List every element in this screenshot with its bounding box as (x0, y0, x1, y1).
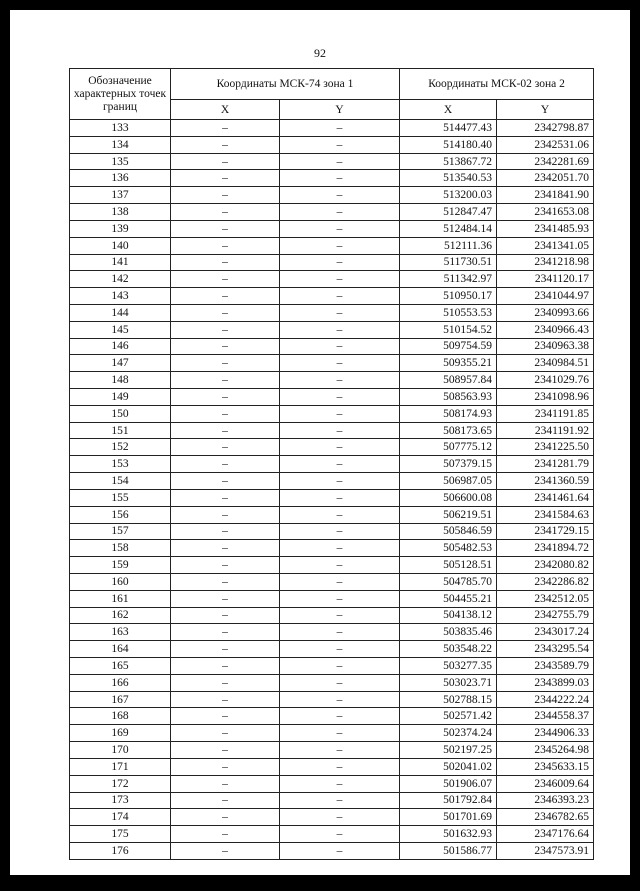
msk74-x-cell: – (171, 758, 280, 775)
msk02-y-cell: 2342286.82 (497, 573, 594, 590)
msk74-x-cell: – (171, 624, 280, 641)
point-number-cell: 168 (70, 708, 171, 725)
table-row (70, 809, 594, 826)
msk02-y-cell: 2341461.64 (497, 489, 594, 506)
table-row (70, 842, 594, 859)
msk74-y-cell: – (280, 674, 400, 691)
msk02-x-cell: 512484.14 (400, 220, 497, 237)
msk74-x-cell: – (171, 405, 280, 422)
table-row (70, 708, 594, 725)
table-row (70, 254, 594, 271)
msk02-x-cell: 510154.52 (400, 321, 497, 338)
msk02-x-cell: 504138.12 (400, 607, 497, 624)
msk74-x-cell: – (171, 557, 280, 574)
point-number-cell: 173 (70, 792, 171, 809)
msk74-y-cell: – (280, 826, 400, 843)
msk02-x-cell: 502571.42 (400, 708, 497, 725)
msk74-x-cell: – (171, 422, 280, 439)
table-row (70, 557, 594, 574)
header-msk74-y: Y (280, 100, 400, 120)
table-row (70, 725, 594, 742)
msk02-x-cell: 511730.51 (400, 254, 497, 271)
table-row (70, 422, 594, 439)
msk74-y-cell: – (280, 237, 400, 254)
msk74-x-cell: – (171, 809, 280, 826)
table-row (70, 321, 594, 338)
msk02-x-cell: 512111.36 (400, 237, 497, 254)
msk02-x-cell: 503835.46 (400, 624, 497, 641)
msk74-y-cell: – (280, 573, 400, 590)
point-number-cell: 138 (70, 204, 171, 221)
table-row (70, 338, 594, 355)
msk74-y-cell: – (280, 742, 400, 759)
table-row (70, 456, 594, 473)
page-number: 92 (314, 46, 326, 60)
msk74-x-cell: – (171, 456, 280, 473)
msk02-x-cell: 509355.21 (400, 355, 497, 372)
msk02-x-cell: 503023.71 (400, 674, 497, 691)
msk74-y-cell: – (280, 809, 400, 826)
msk02-x-cell: 510950.17 (400, 288, 497, 305)
table-row (70, 170, 594, 187)
point-number-cell: 147 (70, 355, 171, 372)
msk02-x-cell: 508173.65 (400, 422, 497, 439)
point-number-cell: 137 (70, 187, 171, 204)
msk02-x-cell: 505128.51 (400, 557, 497, 574)
point-number-cell: 175 (70, 826, 171, 843)
header-msk02-x: X (400, 100, 497, 120)
table-row (70, 237, 594, 254)
point-number-cell: 169 (70, 725, 171, 742)
msk02-y-cell: 2342531.06 (497, 136, 594, 153)
msk02-x-cell: 501701.69 (400, 809, 497, 826)
msk02-y-cell: 2341360.59 (497, 473, 594, 490)
msk74-x-cell: – (171, 355, 280, 372)
table-row (70, 288, 594, 305)
msk74-x-cell: – (171, 372, 280, 389)
msk02-y-cell: 2341485.93 (497, 220, 594, 237)
msk02-x-cell: 505482.53 (400, 540, 497, 557)
msk02-x-cell: 513540.53 (400, 170, 497, 187)
msk74-y-cell: – (280, 321, 400, 338)
msk02-y-cell: 2341281.79 (497, 456, 594, 473)
msk74-x-cell: – (171, 321, 280, 338)
point-number-cell: 174 (70, 809, 171, 826)
document-page (10, 10, 630, 875)
msk74-y-cell: – (280, 439, 400, 456)
table-body (70, 120, 594, 860)
msk74-y-cell: – (280, 842, 400, 859)
point-number-cell: 133 (70, 120, 171, 137)
msk74-y-cell: – (280, 557, 400, 574)
msk02-x-cell: 504785.70 (400, 573, 497, 590)
header-msk74-x: X (171, 100, 280, 120)
msk02-y-cell: 2343899.03 (497, 674, 594, 691)
msk02-y-cell: 2344222.24 (497, 691, 594, 708)
msk74-x-cell: – (171, 153, 280, 170)
point-number-cell: 170 (70, 742, 171, 759)
point-number-cell: 171 (70, 758, 171, 775)
msk02-y-cell: 2345633.15 (497, 758, 594, 775)
msk74-x-cell: – (171, 826, 280, 843)
table-row (70, 758, 594, 775)
msk02-x-cell: 506600.08 (400, 489, 497, 506)
msk74-x-cell: – (171, 389, 280, 406)
point-number-cell: 145 (70, 321, 171, 338)
msk74-y-cell: – (280, 372, 400, 389)
table-row (70, 691, 594, 708)
point-number-cell: 150 (70, 405, 171, 422)
msk02-y-cell: 2347176.64 (497, 826, 594, 843)
table-row (70, 506, 594, 523)
table-row (70, 775, 594, 792)
msk74-x-cell: – (171, 792, 280, 809)
msk74-y-cell: – (280, 405, 400, 422)
point-number-cell: 136 (70, 170, 171, 187)
msk74-x-cell: – (171, 204, 280, 221)
msk74-x-cell: – (171, 439, 280, 456)
point-number-cell: 159 (70, 557, 171, 574)
table-row (70, 372, 594, 389)
msk02-x-cell: 505846.59 (400, 523, 497, 540)
point-number-cell: 164 (70, 641, 171, 658)
msk74-y-cell: – (280, 422, 400, 439)
msk02-x-cell: 508563.93 (400, 389, 497, 406)
point-number-cell: 166 (70, 674, 171, 691)
msk74-x-cell: – (171, 120, 280, 137)
table-row (70, 658, 594, 675)
table-row (70, 405, 594, 422)
point-number-cell: 154 (70, 473, 171, 490)
table-row (70, 489, 594, 506)
msk74-x-cell: – (171, 523, 280, 540)
msk74-x-cell: – (171, 658, 280, 675)
table-row (70, 439, 594, 456)
msk02-y-cell: 2343295.54 (497, 641, 594, 658)
table-row (70, 624, 594, 641)
msk74-x-cell: – (171, 708, 280, 725)
point-number-cell: 141 (70, 254, 171, 271)
msk74-y-cell: – (280, 456, 400, 473)
msk02-y-cell: 2340963.38 (497, 338, 594, 355)
msk02-y-cell: 2341191.92 (497, 422, 594, 439)
msk02-y-cell: 2342051.70 (497, 170, 594, 187)
msk02-y-cell: 2340984.51 (497, 355, 594, 372)
point-number-cell: 149 (70, 389, 171, 406)
table-row (70, 573, 594, 590)
msk74-y-cell: – (280, 708, 400, 725)
msk74-y-cell: – (280, 136, 400, 153)
point-number-cell: 148 (70, 372, 171, 389)
msk74-y-cell: – (280, 658, 400, 675)
msk02-y-cell: 2341029.76 (497, 372, 594, 389)
msk74-x-cell: – (171, 237, 280, 254)
point-number-cell: 160 (70, 573, 171, 590)
msk02-x-cell: 503548.22 (400, 641, 497, 658)
header-msk74-zone1: Координаты МСК-74 зона 1 (171, 69, 400, 100)
msk02-y-cell: 2341584.63 (497, 506, 594, 523)
msk74-y-cell: – (280, 304, 400, 321)
point-number-cell: 153 (70, 456, 171, 473)
msk02-y-cell: 2343589.79 (497, 658, 594, 675)
msk74-x-cell: – (171, 473, 280, 490)
msk74-x-cell: – (171, 489, 280, 506)
msk02-x-cell: 514180.40 (400, 136, 497, 153)
msk74-y-cell: – (280, 389, 400, 406)
msk74-y-cell: – (280, 590, 400, 607)
msk02-x-cell: 502374.24 (400, 725, 497, 742)
point-number-cell: 162 (70, 607, 171, 624)
point-number-cell: 152 (70, 439, 171, 456)
point-number-cell: 151 (70, 422, 171, 439)
msk02-y-cell: 2342798.87 (497, 120, 594, 137)
msk74-y-cell: – (280, 775, 400, 792)
msk02-x-cell: 507775.12 (400, 439, 497, 456)
msk74-x-cell: – (171, 691, 280, 708)
msk02-x-cell: 508174.93 (400, 405, 497, 422)
msk74-y-cell: – (280, 725, 400, 742)
msk02-x-cell: 502197.25 (400, 742, 497, 759)
msk02-y-cell: 2343017.24 (497, 624, 594, 641)
table-row (70, 355, 594, 372)
point-number-cell: 146 (70, 338, 171, 355)
table-row (70, 187, 594, 204)
header-point-designation: Обозначение характерных точек границ (70, 69, 171, 120)
point-number-cell: 155 (70, 489, 171, 506)
point-number-cell: 167 (70, 691, 171, 708)
table-row (70, 590, 594, 607)
msk74-x-cell: – (171, 607, 280, 624)
coordinates-table (69, 68, 594, 860)
msk74-x-cell: – (171, 170, 280, 187)
msk74-y-cell: – (280, 758, 400, 775)
msk02-y-cell: 2346009.64 (497, 775, 594, 792)
msk02-x-cell: 502041.02 (400, 758, 497, 775)
msk74-y-cell: – (280, 641, 400, 658)
msk74-x-cell: – (171, 187, 280, 204)
table-row (70, 607, 594, 624)
point-number-cell: 135 (70, 153, 171, 170)
msk74-x-cell: – (171, 288, 280, 305)
msk02-x-cell: 509754.59 (400, 338, 497, 355)
msk02-y-cell: 2344906.33 (497, 725, 594, 742)
msk02-x-cell: 511342.97 (400, 271, 497, 288)
msk74-y-cell: – (280, 338, 400, 355)
table-row (70, 523, 594, 540)
msk02-y-cell: 2347573.91 (497, 842, 594, 859)
table-row (70, 641, 594, 658)
msk74-y-cell: – (280, 220, 400, 237)
msk74-y-cell: – (280, 187, 400, 204)
table-row (70, 220, 594, 237)
msk74-y-cell: – (280, 473, 400, 490)
msk74-y-cell: – (280, 153, 400, 170)
msk74-x-cell: – (171, 271, 280, 288)
table-row (70, 153, 594, 170)
msk74-x-cell: – (171, 506, 280, 523)
point-number-cell: 134 (70, 136, 171, 153)
point-number-cell: 142 (70, 271, 171, 288)
msk02-y-cell: 2342281.69 (497, 153, 594, 170)
msk74-x-cell: – (171, 842, 280, 859)
msk02-y-cell: 2341341.05 (497, 237, 594, 254)
msk02-y-cell: 2341653.08 (497, 204, 594, 221)
table-row (70, 304, 594, 321)
point-number-cell: 143 (70, 288, 171, 305)
header-msk02-y: Y (497, 100, 594, 120)
msk02-x-cell: 501792.84 (400, 792, 497, 809)
msk74-x-cell: – (171, 775, 280, 792)
msk02-y-cell: 2346393.23 (497, 792, 594, 809)
table-row (70, 204, 594, 221)
msk02-x-cell: 506219.51 (400, 506, 497, 523)
table-row (70, 271, 594, 288)
point-number-cell: 165 (70, 658, 171, 675)
point-number-cell: 163 (70, 624, 171, 641)
msk02-x-cell: 504455.21 (400, 590, 497, 607)
point-number-cell: 156 (70, 506, 171, 523)
msk02-y-cell: 2341044.97 (497, 288, 594, 305)
msk02-y-cell: 2341225.50 (497, 439, 594, 456)
msk02-x-cell: 501906.07 (400, 775, 497, 792)
msk02-y-cell: 2345264.98 (497, 742, 594, 759)
table-row (70, 136, 594, 153)
point-number-cell: 172 (70, 775, 171, 792)
msk02-x-cell: 514477.43 (400, 120, 497, 137)
msk74-x-cell: – (171, 304, 280, 321)
msk74-x-cell: – (171, 641, 280, 658)
msk02-y-cell: 2341729.15 (497, 523, 594, 540)
msk74-y-cell: – (280, 204, 400, 221)
table-row (70, 120, 594, 137)
msk74-x-cell: – (171, 725, 280, 742)
msk74-y-cell: – (280, 271, 400, 288)
msk74-x-cell: – (171, 540, 280, 557)
msk02-y-cell: 2340993.66 (497, 304, 594, 321)
msk02-y-cell: 2341218.98 (497, 254, 594, 271)
msk74-x-cell: – (171, 573, 280, 590)
msk74-x-cell: – (171, 674, 280, 691)
point-number-cell: 176 (70, 842, 171, 859)
table-row (70, 792, 594, 809)
msk74-y-cell: – (280, 489, 400, 506)
msk74-y-cell: – (280, 506, 400, 523)
msk74-x-cell: – (171, 742, 280, 759)
msk74-y-cell: – (280, 355, 400, 372)
msk74-y-cell: – (280, 170, 400, 187)
msk02-y-cell: 2342755.79 (497, 607, 594, 624)
msk02-x-cell: 513867.72 (400, 153, 497, 170)
msk02-x-cell: 513200.03 (400, 187, 497, 204)
msk02-x-cell: 501586.77 (400, 842, 497, 859)
msk74-y-cell: – (280, 254, 400, 271)
msk02-x-cell: 510553.53 (400, 304, 497, 321)
msk74-y-cell: – (280, 540, 400, 557)
table-row (70, 473, 594, 490)
msk02-y-cell: 2346782.65 (497, 809, 594, 826)
table-row (70, 674, 594, 691)
msk74-y-cell: – (280, 792, 400, 809)
point-number-cell: 140 (70, 237, 171, 254)
msk02-x-cell: 506987.05 (400, 473, 497, 490)
header-msk02-zone2: Координаты МСК-02 зона 2 (400, 69, 594, 100)
msk74-x-cell: – (171, 254, 280, 271)
msk02-y-cell: 2341120.17 (497, 271, 594, 288)
table-row (70, 826, 594, 843)
point-number-cell: 144 (70, 304, 171, 321)
msk02-y-cell: 2342512.05 (497, 590, 594, 607)
msk74-y-cell: – (280, 691, 400, 708)
msk74-y-cell: – (280, 607, 400, 624)
msk02-y-cell: 2341894.72 (497, 540, 594, 557)
msk74-y-cell: – (280, 288, 400, 305)
point-number-cell: 139 (70, 220, 171, 237)
msk74-x-cell: – (171, 338, 280, 355)
msk02-x-cell: 508957.84 (400, 372, 497, 389)
msk02-x-cell: 507379.15 (400, 456, 497, 473)
msk02-x-cell: 501632.93 (400, 826, 497, 843)
msk02-y-cell: 2340966.43 (497, 321, 594, 338)
msk02-y-cell: 2344558.37 (497, 708, 594, 725)
msk74-y-cell: – (280, 120, 400, 137)
table-row (70, 540, 594, 557)
msk02-x-cell: 502788.15 (400, 691, 497, 708)
msk02-y-cell: 2342080.82 (497, 557, 594, 574)
point-number-cell: 157 (70, 523, 171, 540)
table-row (70, 742, 594, 759)
msk02-y-cell: 2341191.85 (497, 405, 594, 422)
point-number-cell: 161 (70, 590, 171, 607)
msk02-y-cell: 2341841.90 (497, 187, 594, 204)
msk74-x-cell: – (171, 136, 280, 153)
msk74-x-cell: – (171, 220, 280, 237)
point-number-cell: 158 (70, 540, 171, 557)
msk74-y-cell: – (280, 523, 400, 540)
msk02-y-cell: 2341098.96 (497, 389, 594, 406)
msk02-x-cell: 512847.47 (400, 204, 497, 221)
msk74-y-cell: – (280, 624, 400, 641)
msk02-x-cell: 503277.35 (400, 658, 497, 675)
msk74-x-cell: – (171, 590, 280, 607)
table-row (70, 389, 594, 406)
